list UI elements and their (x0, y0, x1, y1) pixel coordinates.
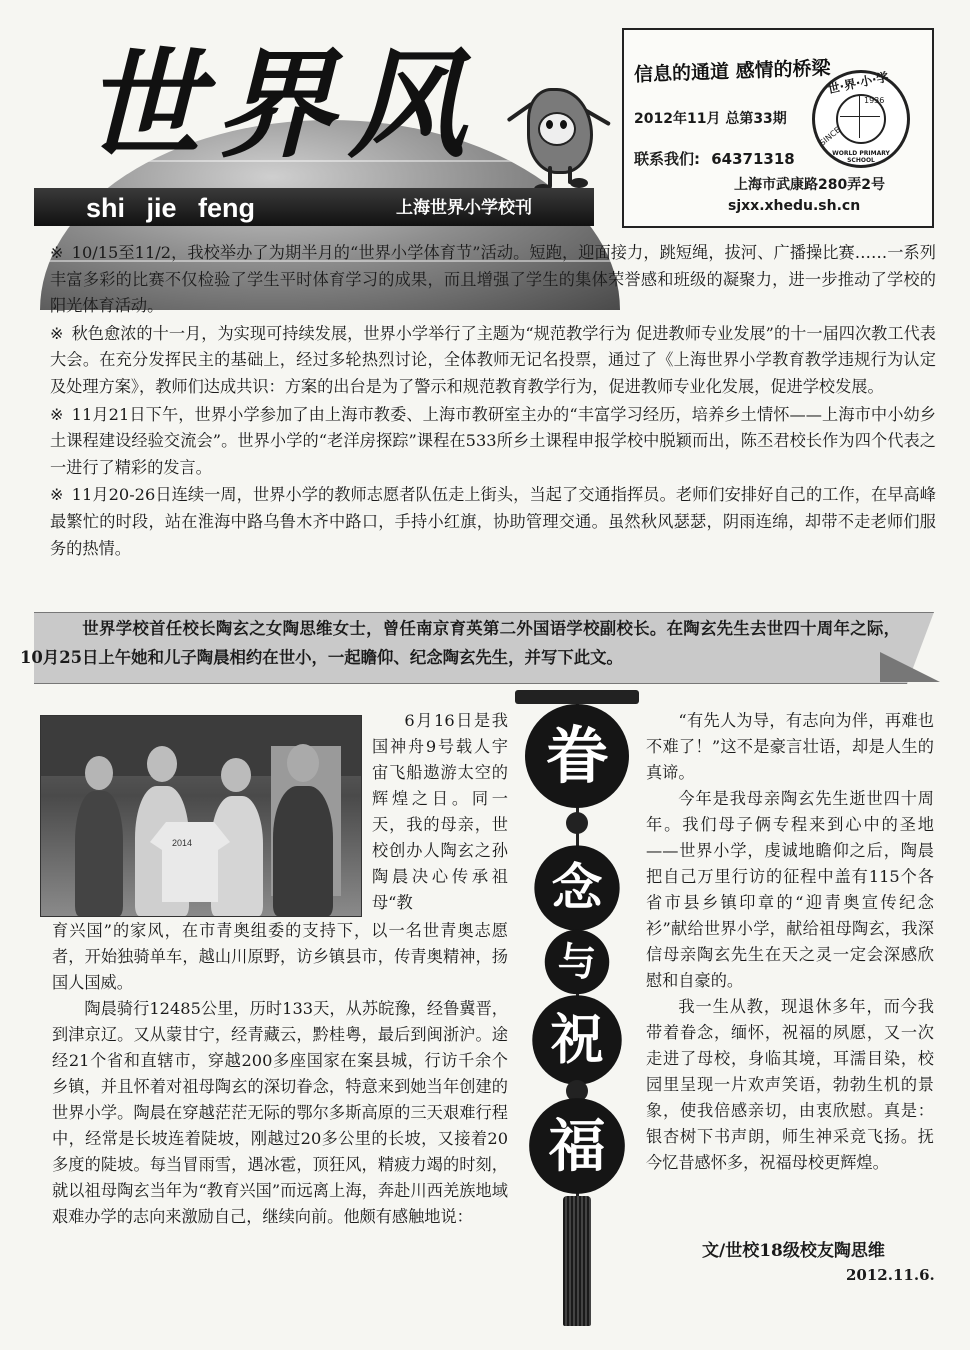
news-bullet: ※ (50, 404, 64, 424)
ornament-char-circle: 眷 (525, 704, 629, 808)
address: 上海市武康路280弄2号 (734, 177, 885, 193)
ornament-char-circle: 福 (529, 1098, 625, 1194)
mascot-face (538, 112, 576, 146)
journal-name: 上海世界小学校刊 (396, 198, 532, 218)
mascot-foot (570, 178, 588, 188)
seal-globe-line (859, 96, 860, 138)
news-bullet: ※ (50, 485, 64, 505)
masthead-pinyin: shi jie feng (86, 193, 256, 223)
seal-top-text: 世·界·小·学 (826, 69, 890, 97)
person-head (221, 758, 251, 792)
ornament-char-circle: 念 (534, 845, 619, 930)
ornament-knot (566, 812, 588, 834)
ornament-char-circle: 与 (545, 930, 609, 994)
issue-info: 2012年11月 总第33期 (634, 111, 787, 127)
article-paragraph: 今年是我母亲陶玄先生逝世四十周年。我们母子俩专程来到心中的圣地——世界小学，虔诚地瞻仰之后，陶晨把自己万里行访的征程中盖有115个各省市县乡镇印章的“迎青奥宣传纪念衫”献给世界小学，献给祖母陶玄，我深信母亲陶玄先生在天之灵一定会深感欣慰和自豪的。 (646, 789, 934, 990)
news-text: 11月20-26日连续一周，世界小学的教师志愿者队伍走上街头，当起了交通指挥员。老师们安排好自己的工作，在早高峰最繁忙的时段，站在淮海中路乌鲁木齐中路口，手持小红旗，协助管理交通。虽然秋风瑟瑟，阴雨连绵，却带不走老师们服务的热情。 (50, 485, 936, 558)
ornament-char-circle: 祝 (532, 995, 621, 1084)
article-paragraph: 6月16日是我国神舟9号载人宇宙飞船遨游太空的辉煌之日。同一天，我的母亲，世校创办人陶玄之孙陶晨决心传承祖母“教 (372, 711, 508, 912)
masthead-title: 世界风 (84, 35, 481, 174)
news-item (36, 321, 936, 401)
website: sjxx.xhedu.sh.cn (728, 198, 861, 214)
article-left-bottom (52, 918, 508, 1230)
news-list (36, 240, 936, 562)
person-head (287, 744, 319, 782)
person-head (147, 746, 177, 782)
article-paragraph: 陶晨骑行12485公里，历时133天，从苏皖豫，经鲁冀晋，到津京辽。又从蒙甘宁，经青藏云，黔桂粤，最后到闽浙沪。途经21个省和直辖市，穿越200多座国家在案县城，行访千余个乡镇，并且怀着对祖母陶玄的深切眷念，特意来到她当年创建的世界小学。陶晨在穿越茫茫无际的鄂尔多斯高原的三天艰难行程中，经常是长坡连着陡坡，刚越过20多公里的长坡，又接着20多度的陡坡。每当冒雨雪，遇冰雹，顶狂风，精疲力竭的时刻，就以祖母陶玄当年为“教育兴国”而远离上海，奔赴川西羌族地域艰难办学的志向来激励自己，继续向前。他颇有感触地说： (52, 999, 508, 1226)
news-bullet: ※ (50, 323, 64, 343)
article-right (646, 708, 934, 1176)
news-text: 秋色愈浓的十一月，为实现可持续发展，世界小学举行了主题为“规范教学行为 促进教师专业发展”的十一届四次教工代表大会。在充分发挥民主的基础上，经过多轮热烈讨论，全体教师无记名投票，通过了《上海世界小学教育教学违规行为认定及处理方案》，教师们达成共识：方案的出台是为了警示和规范教育教学行为，促进教师专业化发展，促进学校发展。 (50, 323, 936, 396)
intro-text-content: 世界学校首任校长陶玄之女陶思维女士，曾任南京育英第二外国语学校副校长。在陶玄先生去世四十周年之际，10月25日上午她和儿子陶晨相约在世小，一起瞻仰、纪念陶玄先生，并写下此文。 (20, 619, 900, 667)
news-item (36, 402, 936, 482)
article-left-top (372, 708, 508, 916)
mascot-eye (560, 120, 567, 129)
article-author: 文/世校18级校友陶思维 (702, 1241, 885, 1261)
news-item (36, 240, 936, 320)
article-paragraph: 育兴国”的家风，在市青奥组委的支持下，以一名世青奥志愿者，开始独骑单车，越山川原野，访乡镇县市，传青奥精神，扬国人国威。 (52, 921, 508, 992)
contact-phone: 64371318 (711, 150, 795, 168)
contact-line (634, 148, 795, 169)
article-date: 2012.11.6. (846, 1266, 935, 1284)
person (75, 791, 123, 916)
news-bullet: ※ (50, 243, 64, 262)
article-paragraph: 我一生从教，现退休多年，而今我带着眷念，缅怀，祝福的夙愿，又一次走进了母校，身临其境，耳濡目染，校园里呈现一片欢声笑语，勃勃生机的景象，使我倍感亲切，由衷欣慰。真是：银杏树下书声朗，师生神采竞飞扬。抚今忆昔感怀多，祝福母校更辉煌。 (646, 997, 934, 1172)
seal-since: SINCE (817, 125, 843, 148)
seal-bottom-text: WORLD PRIMARY SCHOOL (832, 150, 890, 164)
tassel-icon (563, 1196, 591, 1326)
seal-year: 1936 (864, 96, 885, 105)
news-item (36, 482, 936, 562)
person (211, 796, 263, 916)
intro-text (20, 614, 900, 672)
article-paragraph: “有先人为导，有志向为伴，再难也不难了！”这不是豪言壮语，却是人生的真谛。 (646, 711, 934, 782)
memorial-tshirt (150, 822, 230, 902)
slogan: 信息的通道 感情的桥梁 (633, 57, 831, 86)
tshirt-text: 2014 (172, 838, 193, 848)
seal-globe-line (840, 116, 880, 117)
news-text: 10/15至11/2，我校举办了为期半月的“世界小学体育节”活动。短跑，迎面接力，跳短绳，拔河、广播操比赛……一系列丰富多彩的比赛不仅检验了学生平时体育学习的成果，而且增强了学生的集体荣誉感和班级的凝聚力，进一步推动了学校的阳光体育活动。 (50, 243, 936, 316)
contact-label: 联系我们: (634, 150, 700, 168)
mascot-eye (546, 120, 553, 129)
person (273, 786, 333, 916)
person-head (85, 756, 113, 790)
news-text: 11月21日下午，世界小学参加了由上海市教委、上海市教研室主办的“丰富学习经历，培养乡土情怀——上海市中小幼乡土课程建设经验交流会”。世界小学的“老洋房探踪”课程在533所乡土课程申报学校中脱颖而出，陈丕君校长作为四个代表之一进行了精彩的发言。 (50, 404, 936, 477)
